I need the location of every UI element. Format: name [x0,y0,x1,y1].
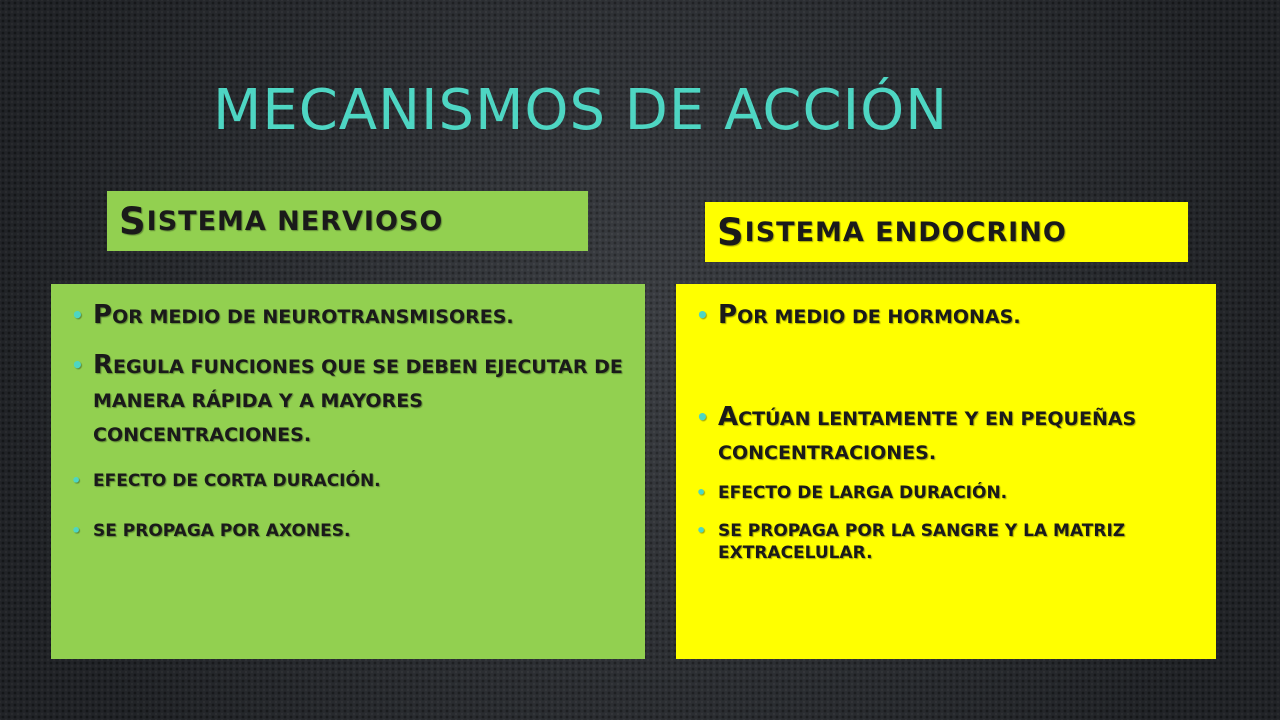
list-item: • POR MEDIO DE NEUROTRANSMISORES. [71,300,514,330]
header-sistema-nervioso [107,191,588,251]
slide-title: MECANISMOS DE ACCIÓN [213,78,949,143]
list-item: • SE PROPAGA POR LA SANGRE Y LA MATRIZ EXTRACELULAR. [696,521,1126,563]
list-item: • ACTÚAN LENTAMENTE Y EN PEQUEÑAS CONCENTRACIONES. [696,402,1137,464]
endocrino-list [692,298,1198,564]
bullet-icon: • [71,353,84,377]
header-sistema-endocrino [705,202,1188,262]
header-rest: ISTEMA ENDOCRINO [744,216,1067,248]
list-item: • EFECTO DE LARGA DURACIÓN. [696,483,1008,503]
bullet-icon: • [71,303,84,327]
header-rest: ISTEMA NERVIOSO [146,205,444,237]
bullet-icon: • [71,471,82,490]
list-item: • POR MEDIO DE HORMONAS. [696,300,1021,330]
list-item: • SE PROPAGA POR AXONES. [71,521,351,541]
nervioso-list [67,298,627,542]
endocrino-panel [676,284,1216,659]
list-item: • REGULA FUNCIONES QUE SE DEBEN EJECUTAR DE MANERA RÁPIDA Y A MAYORES CONCENTRACIONES. [71,350,623,446]
bullet-icon: • [71,521,82,540]
header-cap: S [119,199,147,243]
bullet-icon: • [696,303,709,327]
bullet-icon: • [696,483,707,502]
header-cap: S [717,210,745,254]
bullet-icon: • [696,521,707,540]
bullet-icon: • [696,405,709,429]
nervioso-panel [51,284,645,659]
list-item: • EFECTO DE CORTA DURACIÓN. [71,471,381,491]
